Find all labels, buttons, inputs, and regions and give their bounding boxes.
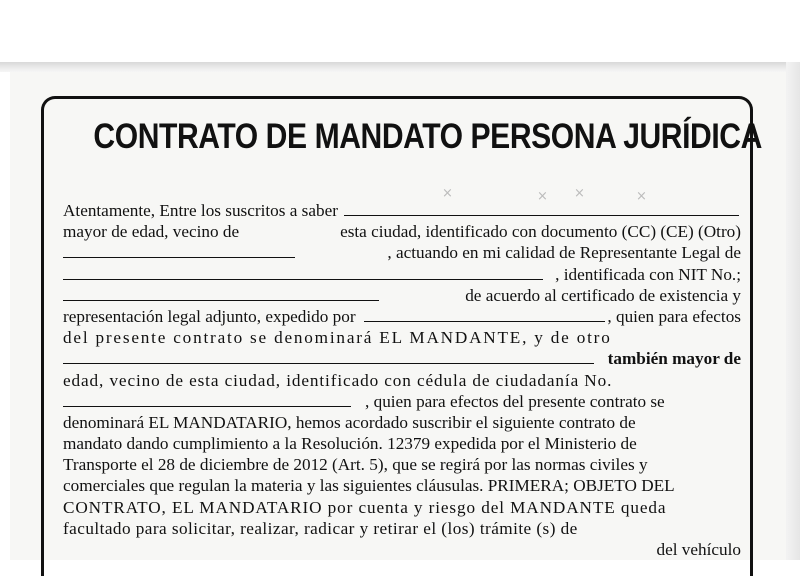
document-body	[63, 200, 741, 560]
scan-artifact: ×	[442, 186, 453, 201]
blank-field[interactable]	[63, 243, 295, 258]
text-line: del presente contrato se denominará EL MANDANTE, y de otro	[63, 328, 612, 348]
blank-field[interactable]	[63, 349, 594, 364]
text-line: facultado para solicitar, realizar, radicar y retirar el (los) trámite (s) de	[63, 518, 578, 538]
text-line: , actuando en mi calidad de Representante Legal de	[63, 242, 741, 263]
blank-field[interactable]	[63, 286, 379, 301]
text-line: denominará EL MANDATARIO, hemos acordado suscribir el siguiente contrato de	[63, 412, 636, 432]
scan-artifact: ×	[574, 186, 585, 201]
blank-field[interactable]	[63, 392, 351, 407]
blank-field[interactable]	[364, 307, 606, 322]
text-line: , quien para efectos del presente contrato se	[63, 391, 741, 412]
text-line: comerciales que regulan la materia y las siguientes cláusulas. PRIMERA; OBJETO DEL	[63, 476, 675, 496]
text-line: representación legal adjunto, expedido por , quien para efectos	[63, 306, 741, 326]
text-line: CONTRATO, EL MANDATARIO por cuenta y riesgo del MANDANTE queda	[63, 497, 667, 517]
scan-edge	[786, 62, 800, 560]
text-line: Transporte el 28 de diciembre de 2012 (Art. 5), que se regirá por las normas civiles y	[63, 455, 648, 475]
blank-field[interactable]	[63, 265, 543, 280]
text-line: edad, vecino de esta ciudad, identificado con cédula de ciudadanía No.	[63, 370, 613, 390]
text-line: también mayor de	[63, 348, 741, 369]
text-line: mandato dando cumplimiento a la Resolución. 12379 expedida por el Ministerio de	[63, 434, 637, 454]
scan-shadow	[0, 62, 800, 72]
text-line: del vehículo	[656, 540, 741, 559]
text-line: mayor de edad, vecino de esta ciudad, identificado con documento (CC) (CE) (Otro)	[63, 222, 741, 242]
text-line: , identificada con NIT No.;	[63, 264, 741, 285]
scan-artifact: ×	[636, 189, 647, 204]
document-title: CONTRATO DE MANDATO PERSONA JURÍDICA	[93, 117, 762, 156]
blank-field[interactable]	[344, 201, 739, 216]
scan-artifact: ×	[537, 189, 548, 204]
text-line: Atentamente, Entre los suscritos a saber	[63, 200, 741, 221]
text-line: de acuerdo al certificado de existencia y	[63, 285, 741, 306]
